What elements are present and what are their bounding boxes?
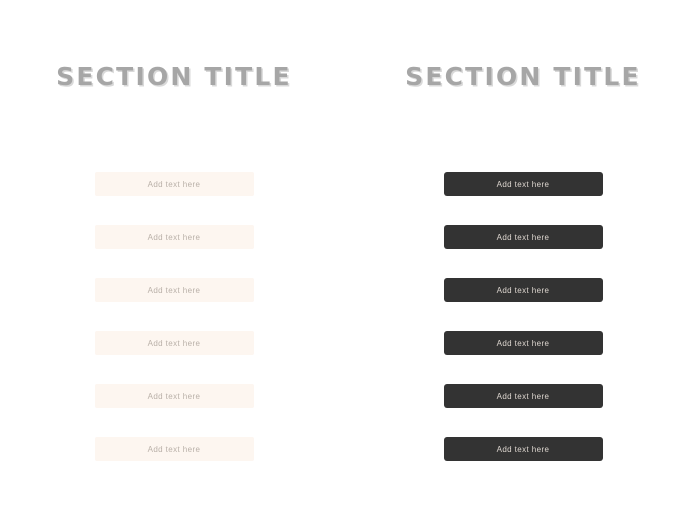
list-item[interactable] [95,437,254,461]
list-item[interactable] [444,225,603,249]
right-item-list [349,172,697,490]
list-item-label: Add text here [147,338,201,348]
list-item[interactable] [444,331,603,355]
list-item-label: Add text here [496,444,550,454]
list-item-label: Add text here [147,285,201,295]
list-item[interactable] [444,278,603,302]
right-column [349,0,697,520]
list-item[interactable] [444,437,603,461]
list-item-label: Add text here [496,232,550,242]
list-item-label: Add text here [147,232,201,242]
list-item-label: Add text here [496,338,550,348]
list-item[interactable] [95,331,254,355]
list-item-label: Add text here [496,179,550,189]
list-item-label: Add text here [496,391,550,401]
list-item[interactable] [444,172,603,196]
right-section-title: SECTION TITLE [405,62,641,91]
list-item-label: Add text here [147,179,201,189]
left-item-list [0,172,348,490]
left-column [0,0,348,520]
list-item[interactable] [95,278,254,302]
list-item[interactable] [95,225,254,249]
list-item-label: Add text here [147,444,201,454]
list-item[interactable] [95,384,254,408]
list-item[interactable] [95,172,254,196]
list-item-label: Add text here [496,285,550,295]
list-item[interactable] [444,384,603,408]
left-section-title: SECTION TITLE [56,62,292,91]
list-item-label: Add text here [147,391,201,401]
